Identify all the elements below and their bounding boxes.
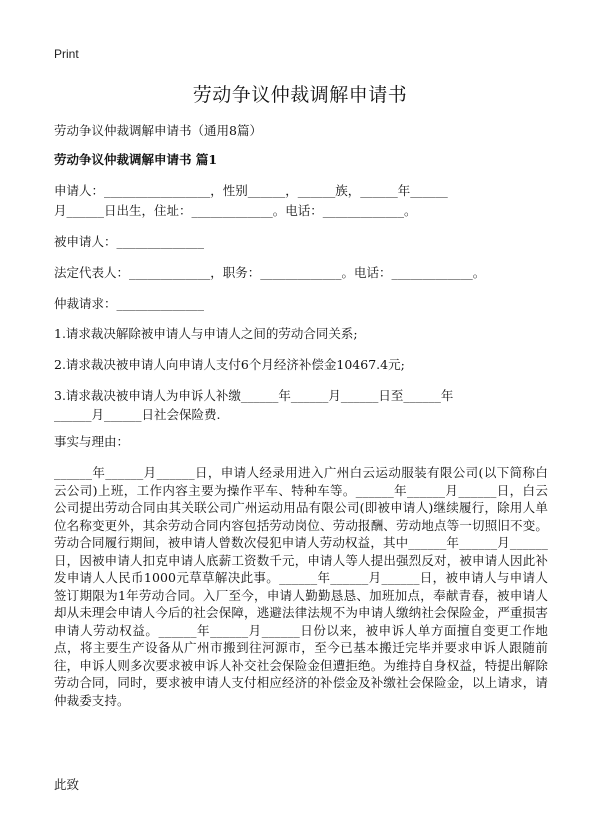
applicant-line-2: 月______日出生，住址：_____________。电话：_____________。 [54,203,417,218]
claims-label: 仲裁请求：______________ [54,296,205,311]
respondent-line: 被申请人：______________ [54,234,205,249]
closing: 此致 [54,777,80,792]
legal-representative-line: 法定代表人：_____________，职务：_____________。电话：_____________。 [54,265,486,280]
claim-2: 2.请求裁决被申请人向申请人支付6个月经济补偿金10467.4元; [54,357,405,372]
document-title: 劳动争议仲裁调解申请书 [192,84,408,106]
claim-3-line-2: ______月______日社会保险费. [54,407,221,422]
claim-3-line-1: 3.请求裁决被申请人为申诉人补缴______年______月______日至______年 [54,388,454,403]
claim-1: 1.请求裁决解除被申请人与申请人之间的劳动合同关系; [54,326,358,341]
print-link[interactable]: Print [54,47,79,61]
section-heading: 劳动争议仲裁调解申请书 篇1 [54,152,218,167]
facts-body: ______年______月______日，申请人经录用进入广州白云运动服装有限公司(以下简称白云公司)上班，工作内容主要为操作平车、特种车等。______年______月______日，白云公司提出劳动合同由其关联公司广州运动用品有限公司(即被申请人)继续履行，除用人单位名称变更外，其余劳动合同内容包括劳动岗位、劳动报酬、劳动地点等一切照旧不变。劳动合同履行期间，被申请人曾数次侵犯申请人劳动权益，其中______年______月______日，因被申请人扣克申请人底薪工资数千元，申请人等人提出强烈反对，被申请人因此补发申请人人民币1000元草草解决此事。______年______月______日，被申请人与申请人签订期限为1年劳动合同。入厂至今，申请人勤勤恳恳、加班加点，奉献青春，被申请人却从未理会申请人今后的社会保障，逃避法律法规不为申请人缴纳社会保险金，严重损害申请人劳动权益。______年______月______日份以来，被申诉人单方面擅自变更工作地点，将主要生产设备从广州市搬到往河源市，至今已基本搬迁完毕并要求申诉人跟随前往，申诉人则多次要求被申诉人补交社会保险金但遭拒绝。为维持自身权益，特提出解除劳动合同，同时，要求被申请人支付相应经济的补偿金及补缴社会保险金，以上请求，请仲裁委支持。 [54,465,548,708]
facts-label: 事实与理由： [54,434,130,449]
applicant-line-1: 申请人：_________________，性别______，______族，______年______ [54,183,448,198]
document-subtitle: 劳动争议仲裁调解申请书（通用8篇） [54,123,262,138]
